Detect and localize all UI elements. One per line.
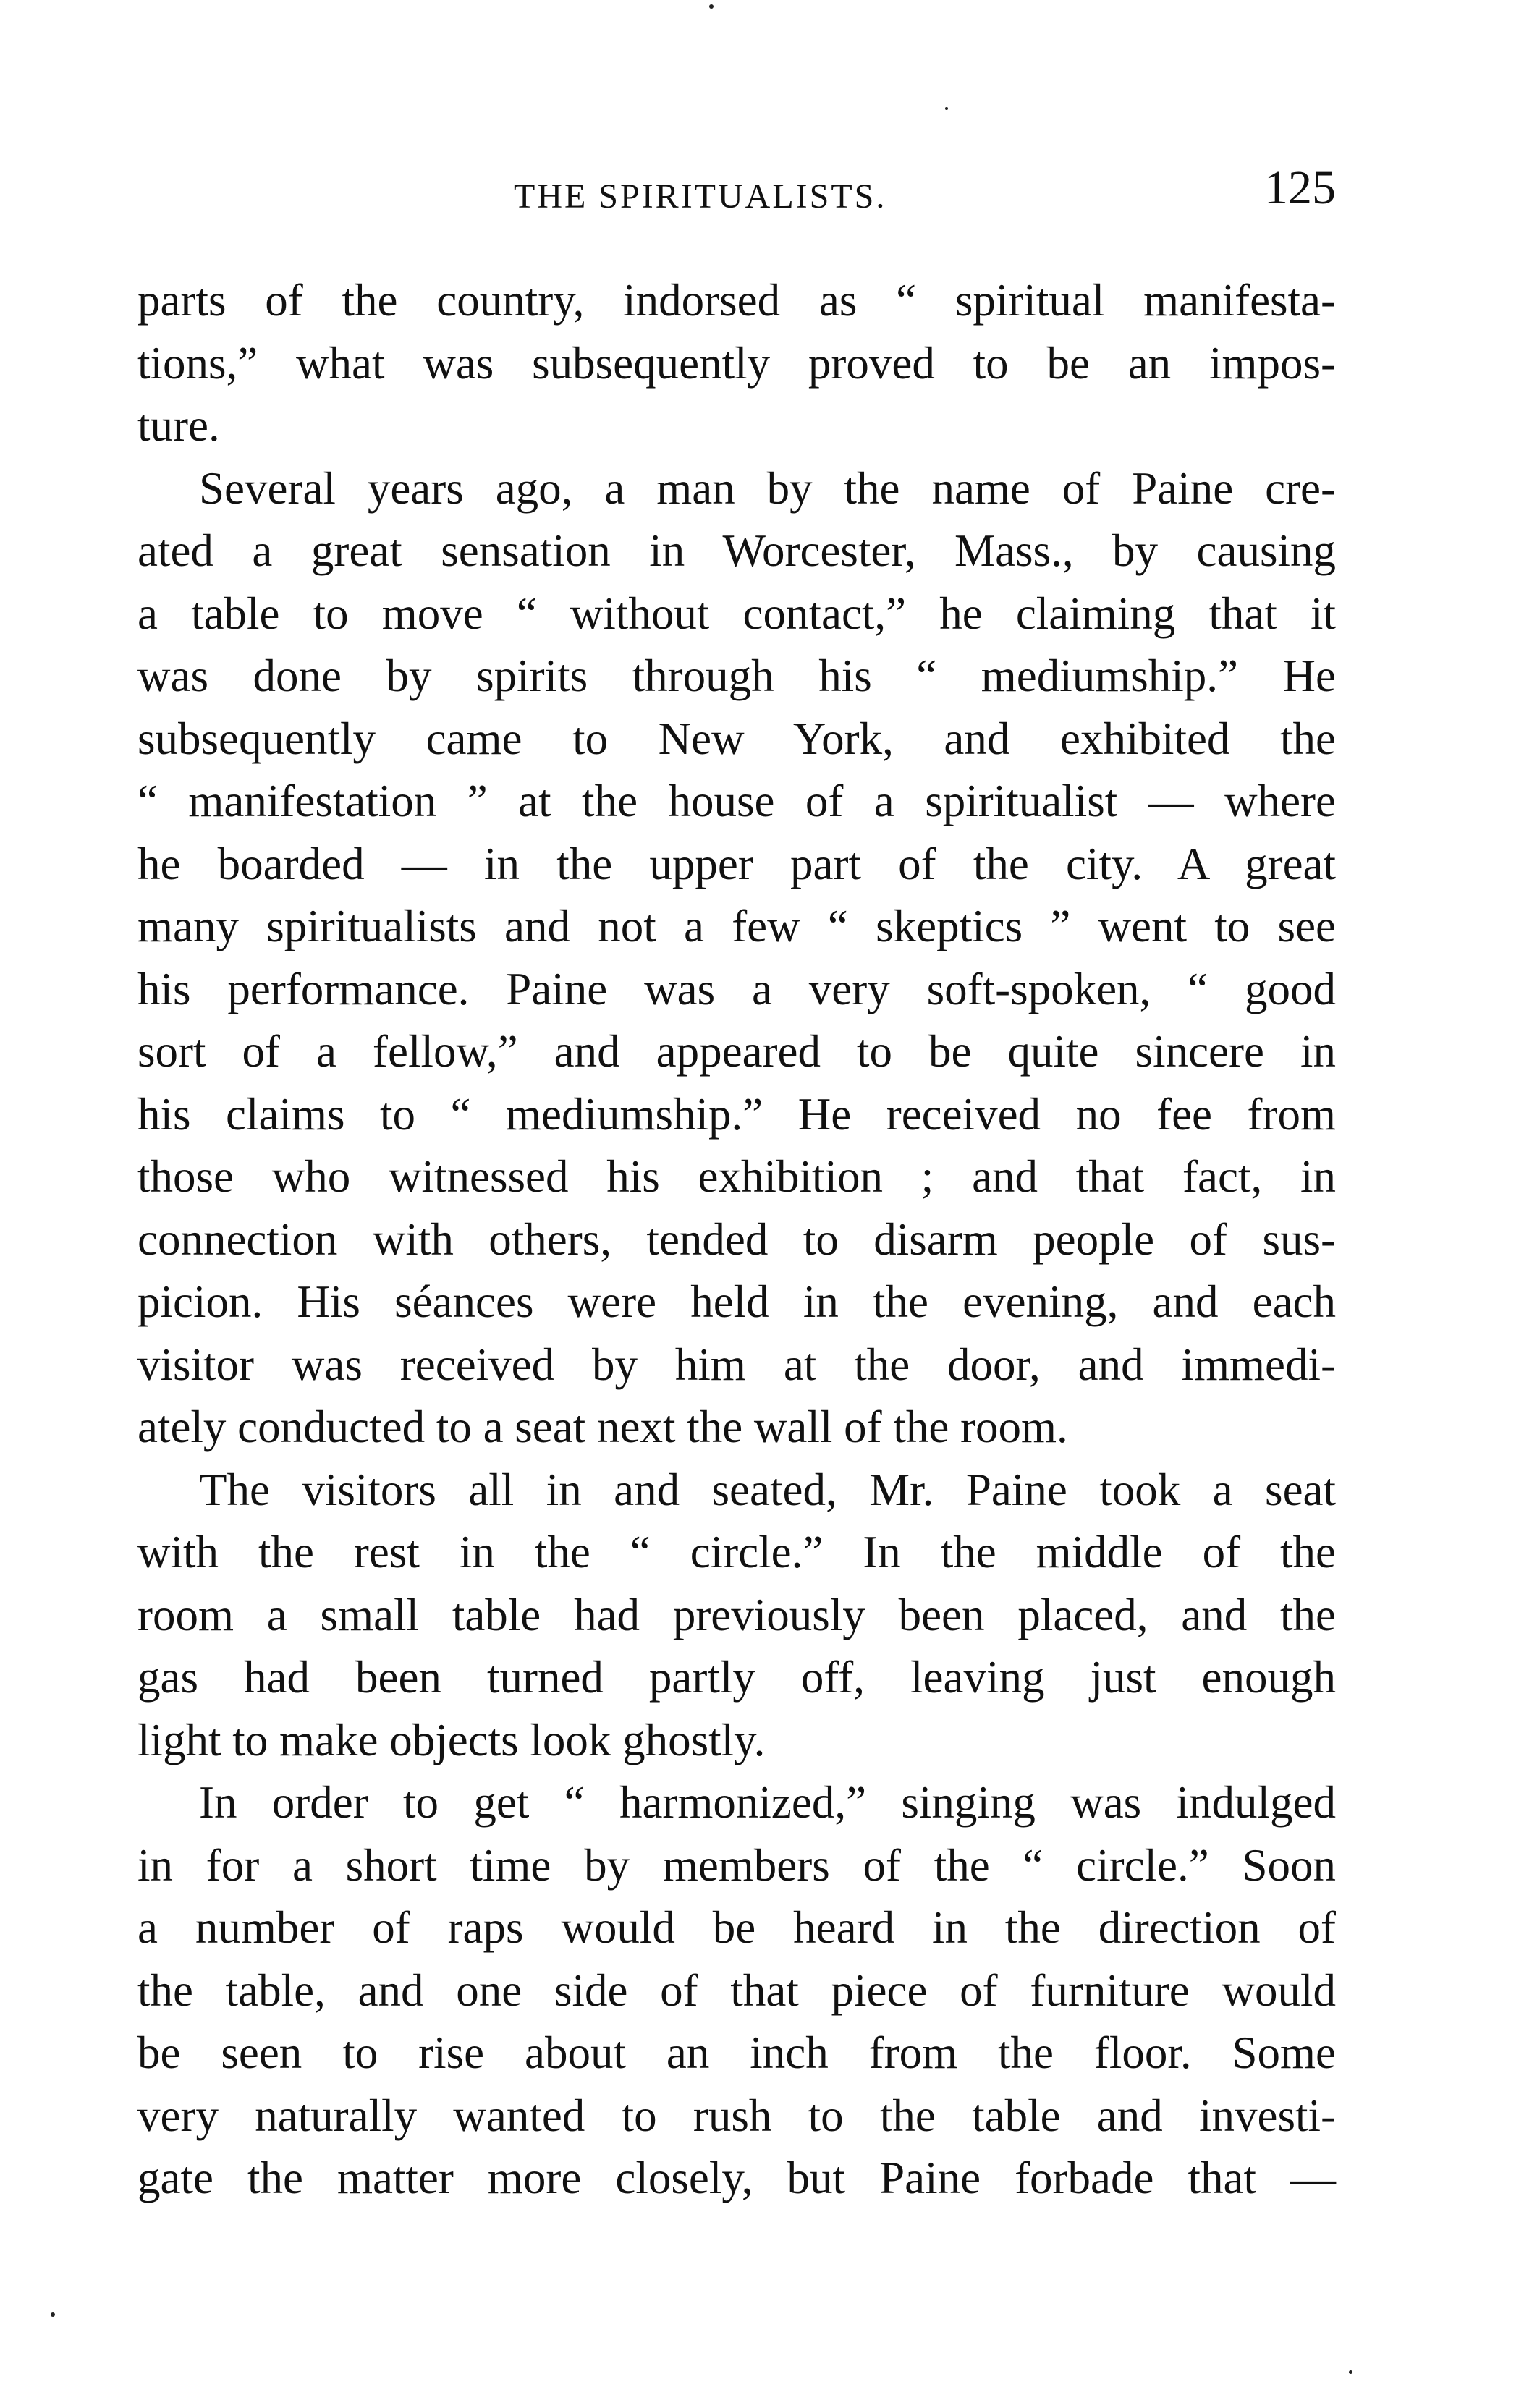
text-line: gas had been turned partly off, leaving just enough bbox=[137, 1652, 1336, 1703]
page-number: 125 bbox=[1264, 161, 1336, 214]
text-line: in for a short time by members of the “ circle.” Soon bbox=[137, 1839, 1336, 1891]
text-line: gate the matter more closely, but Paine forbade that — bbox=[137, 2153, 1336, 2203]
text-line: light to make objects look ghostly. bbox=[137, 1714, 766, 1765]
text-line: Several years ago, a man by the name of Paine cre- bbox=[199, 462, 1336, 514]
text-line: picion. His séances were held in the evening, and each bbox=[137, 1276, 1336, 1327]
text-line: ated a great sensation in Worcester, Mass., by causing bbox=[137, 525, 1336, 576]
text-line: In order to get “ harmonized,” singing was indulged bbox=[199, 1777, 1336, 1828]
text-line: ately conducted to a seat next the wall of the room. bbox=[137, 1402, 1068, 1452]
text-line: room a small table had previously been placed, and the bbox=[137, 1589, 1336, 1640]
text-line: be seen to rise about an inch from the floor. Some bbox=[137, 2027, 1336, 2078]
text-line: was done by spirits through his “ mediumship.” He bbox=[137, 650, 1336, 701]
text-line: a table to move “ without contact,” he claiming that it bbox=[137, 588, 1336, 639]
text-line: ture. bbox=[137, 400, 220, 451]
body-text bbox=[137, 269, 1336, 2210]
text-line: a number of raps would be heard in the direction of bbox=[137, 1902, 1336, 1953]
text-line: those who witnessed his exhibition ; and that fact, in bbox=[137, 1151, 1336, 1202]
text-line: sort of a fellow,” and appeared to be quite sincere in bbox=[137, 1026, 1336, 1077]
scan-speck bbox=[1349, 2370, 1352, 2374]
text-line: the table, and one side of that piece of furniture would bbox=[137, 1964, 1336, 2016]
text-line: The visitors all in and seated, Mr. Paine took a seat bbox=[199, 1464, 1336, 1515]
text-line: his claims to “ mediumship.” He received no fee from bbox=[137, 1088, 1336, 1140]
text-line: with the rest in the “ circle.” In the middle of the bbox=[137, 1527, 1336, 1577]
page-header bbox=[137, 161, 1336, 226]
scan-speck bbox=[709, 4, 714, 9]
text-line: very naturally wanted to rush to the table and investi- bbox=[137, 2090, 1336, 2141]
text-line: many spiritualists and not a few “ skeptics ” went to see bbox=[137, 901, 1336, 951]
scan-speck bbox=[945, 107, 948, 110]
scan-speck bbox=[51, 2312, 55, 2317]
text-line: “ manifestation ” at the house of a spiritualist — where bbox=[137, 776, 1336, 826]
text-line: his performance. Paine was a very soft-spoken, “ good bbox=[137, 963, 1336, 1014]
text-line: parts of the country, indorsed as “ spiritual manifesta- bbox=[137, 275, 1336, 326]
running-head: THE SPIRITUALISTS. bbox=[514, 177, 887, 216]
text-line: tions,” what was subsequently proved to be an impos- bbox=[137, 337, 1336, 389]
text-line: he boarded — in the upper part of the city. A great bbox=[137, 838, 1336, 889]
text-line: subsequently came to New York, and exhibited the bbox=[137, 713, 1336, 764]
text-line: connection with others, tended to disarm people of sus- bbox=[137, 1213, 1336, 1265]
text-line: visitor was received by him at the door, and immedi- bbox=[137, 1339, 1336, 1390]
